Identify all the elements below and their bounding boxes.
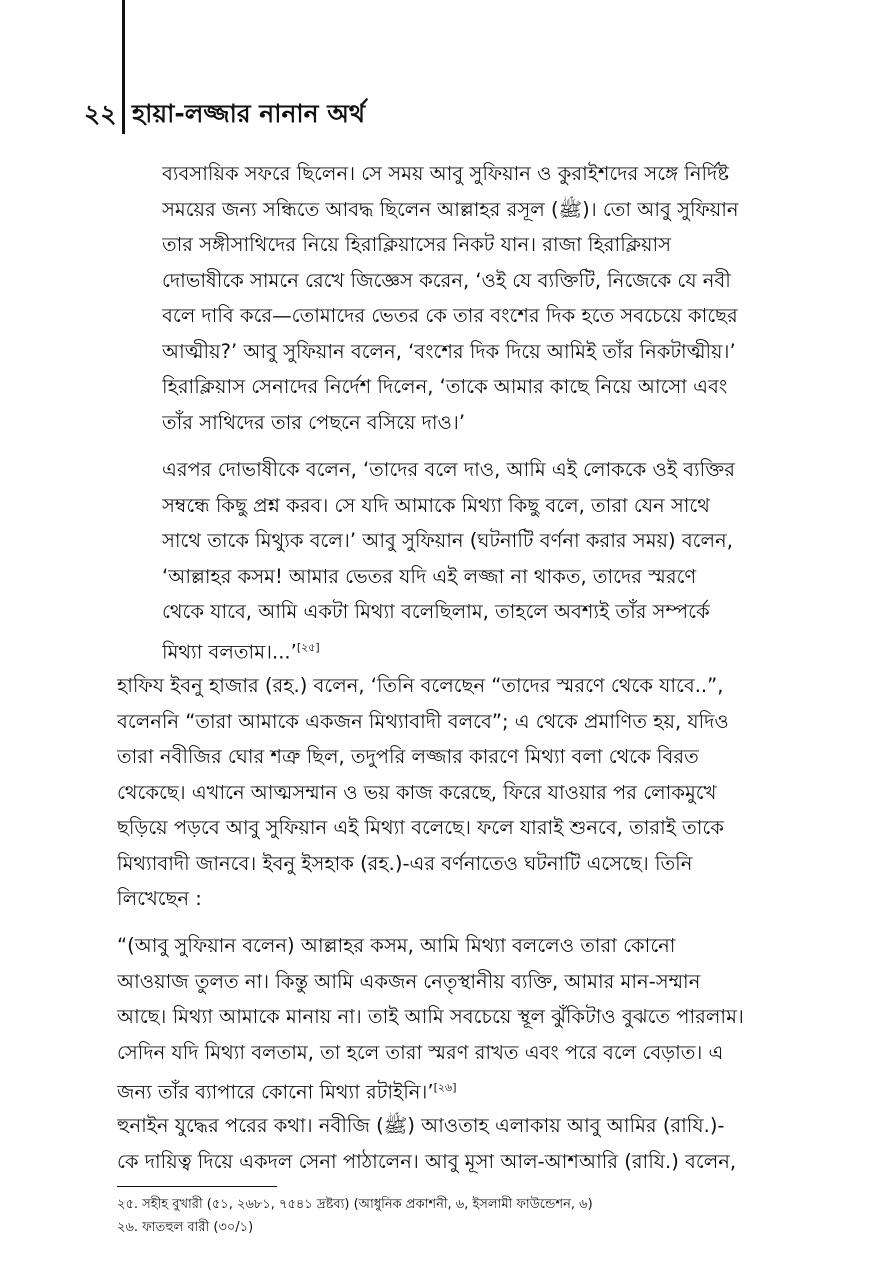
text-line: এরপর দোভাষীকে বলেন, ‘তাদের বলে দাও, আমি এই লোককে ওই ব্যক্তির [162, 458, 735, 481]
text-line: আওয়াজ তুলত না। কিন্তু আমি একজন নেতৃস্থানীয় ব্যক্তি, আমার মান-সম্মান [117, 969, 701, 993]
quote-paragraph-2 [162, 452, 800, 670]
text-line: “(আবু সুফিয়ান বলেন) আল্লাহর কসম, আমি মিথ্যা বললেও তারা কোনো [117, 934, 676, 957]
text-line: সময়ের জন্য সন্ধিতে আবদ্ধ ছিলেন আল্লাহর রসূল (ﷺ)। তো আবু সুফিয়ান [162, 197, 739, 221]
footnote-reference: [২৬] [433, 1081, 457, 1094]
text-line: হুনাইন যুদ্ধের পরের কথা। নবীজি (ﷺ) আওতাহ এলাকায় আবু আমির (রাযি.)- [117, 1114, 725, 1137]
text-line: সম্বন্ধে কিছু প্রশ্ন করব। সে যদি আমাকে মিথ্যা কিছু বলে, তারা যেন সাথে [162, 493, 710, 517]
body-paragraph-4 [117, 928, 800, 1110]
text-line: তার সঙ্গীসাথিদের নিয়ে হিরাক্লিয়াসের নিকট যান। রাজা হিরাক্লিয়াস [162, 233, 672, 256]
text-line: সেদিন যদি মিথ্যা বলতাম, তা হলে তারা স্মরণ রাখত এবং পরে বলে বেড়াত। এ [117, 1040, 724, 1064]
footnote-divider [117, 1186, 277, 1187]
text-line: লিখেছেন : [117, 887, 202, 910]
text-line-content: জন্য তাঁর ব্যাপারে কোনো মিথ্যা রটাইনি।’ [117, 1080, 434, 1104]
footnote-item: ২৬. ফাতহুল বারী (৩০/১) [117, 1220, 254, 1235]
text-line: আছে। মিথ্যা আমাকে মানায় না। তাই আমি সবচেয়ে স্থূল ঝুঁকিটাও বুঝতে পারলাম। [117, 1005, 744, 1028]
text-line: কে দায়িত্ব দিয়ে একদল সেনা পাঠালেন। আবু মূসা আল-আশআরি (রাযি.) বলেন, [117, 1149, 737, 1173]
text-line: দোভাষীকে সামনে রেখে জিজ্ঞেস করেন, ‘ওই যে ব্যক্তিটি, নিজেকে যে নবী [162, 268, 731, 292]
text-line: ছড়িয়ে পড়বে আবু সুফিয়ান এই মিথ্যা বলেছে। ফলে যারাই শুনবে, তারাই তাকে [117, 816, 724, 839]
text-line: সাথে তাকে মিথ্যুক বলে।’ আবু সুফিয়ান (ঘটনাটি বর্ণনা করার সময়) বলেন, [162, 529, 733, 552]
page-title: হায়া-লজ্জার নানান অর্থ [132, 99, 366, 128]
footnote-item: ২৫. সহীহ বুখারী (৫১, ২৬৮১, ৭৫৪১ দ্রষ্টব্য) (আধুনিক প্রকাশনী, ৬, ইসলামী ফাউন্ডেশন, ৬) [117, 1197, 593, 1212]
text-line: বলে দাবি করে—তোমাদের ভেতর কে তার বংশের দিক হতে সবচেয়ে কাছের [162, 304, 738, 327]
quote-paragraph-1 [162, 156, 800, 440]
footnote-reference: [২৫] [296, 640, 320, 654]
text-line: তারা নবীজির ঘোর শত্রু ছিল, তদুপরি লজ্জার কারণে মিথ্যা বলা থেকে বিরত [117, 745, 699, 768]
text-line: তাঁর সাথিদের তার পেছনে বসিয়ে দাও।’ [162, 410, 466, 434]
body-paragraph-3 [117, 668, 800, 917]
text-line: হিরাক্লিয়াস সেনাদের নির্দেশ দিলেন, ‘তাকে আমার কাছে নিয়ে আসো এবং [162, 375, 728, 398]
text-line-content: মিথ্যা বলতাম।...’ [162, 640, 297, 663]
text-line: থেকে যাবে, আমি একটা মিথ্যা বলেছিলাম, তাহলে অবশ্যই তাঁর সম্পর্কে [162, 600, 710, 623]
body-paragraph-5 [117, 1108, 800, 1179]
text-line: থেকেছে। এখানে আত্মসম্মান ও ভয় কাজ করেছে, ফিরে যাওয়ার পর লোকমুখে [117, 780, 717, 804]
page-number: ২২ [84, 99, 117, 128]
text-line: হাফিয ইবনু হাজার (রহ.) বলেন, ‘তিনি বলেছেন “তাদের স্মরণে থেকে যাবে..”, [117, 674, 724, 697]
text-line: ‘আল্লাহর কসম! আমার ভেতর যদি এই লজ্জা না থাকত, তাদের স্মরণে [162, 564, 697, 588]
page-header [84, 96, 365, 132]
text-line: আত্মীয়?’ আবু সুফিয়ান বলেন, ‘বংশের দিক দিয়ে আমিই তাঁর নিকটাত্মীয়।’ [162, 339, 736, 363]
text-line [117, 1070, 800, 1110]
text-line: মিথ্যাবাদী জানবে। ইবনু ইসহাক (রহ.)-এর বর্ণনাতেও ঘটনাটি এসেছে। তিনি [117, 851, 693, 875]
footnotes [117, 1193, 800, 1239]
text-line: বলেননি “তারা আমাকে একজন মিথ্যাবাদী বলবে”; এ থেকে প্রমাণিত হয়, যদিও [117, 709, 729, 733]
text-line: ব্যবসায়িক সফরে ছিলেন। সে সময় আবু সুফিয়ান ও কুরাইশদের সঙ্গে নির্দিষ্ট [162, 162, 729, 185]
text-line [162, 630, 800, 670]
